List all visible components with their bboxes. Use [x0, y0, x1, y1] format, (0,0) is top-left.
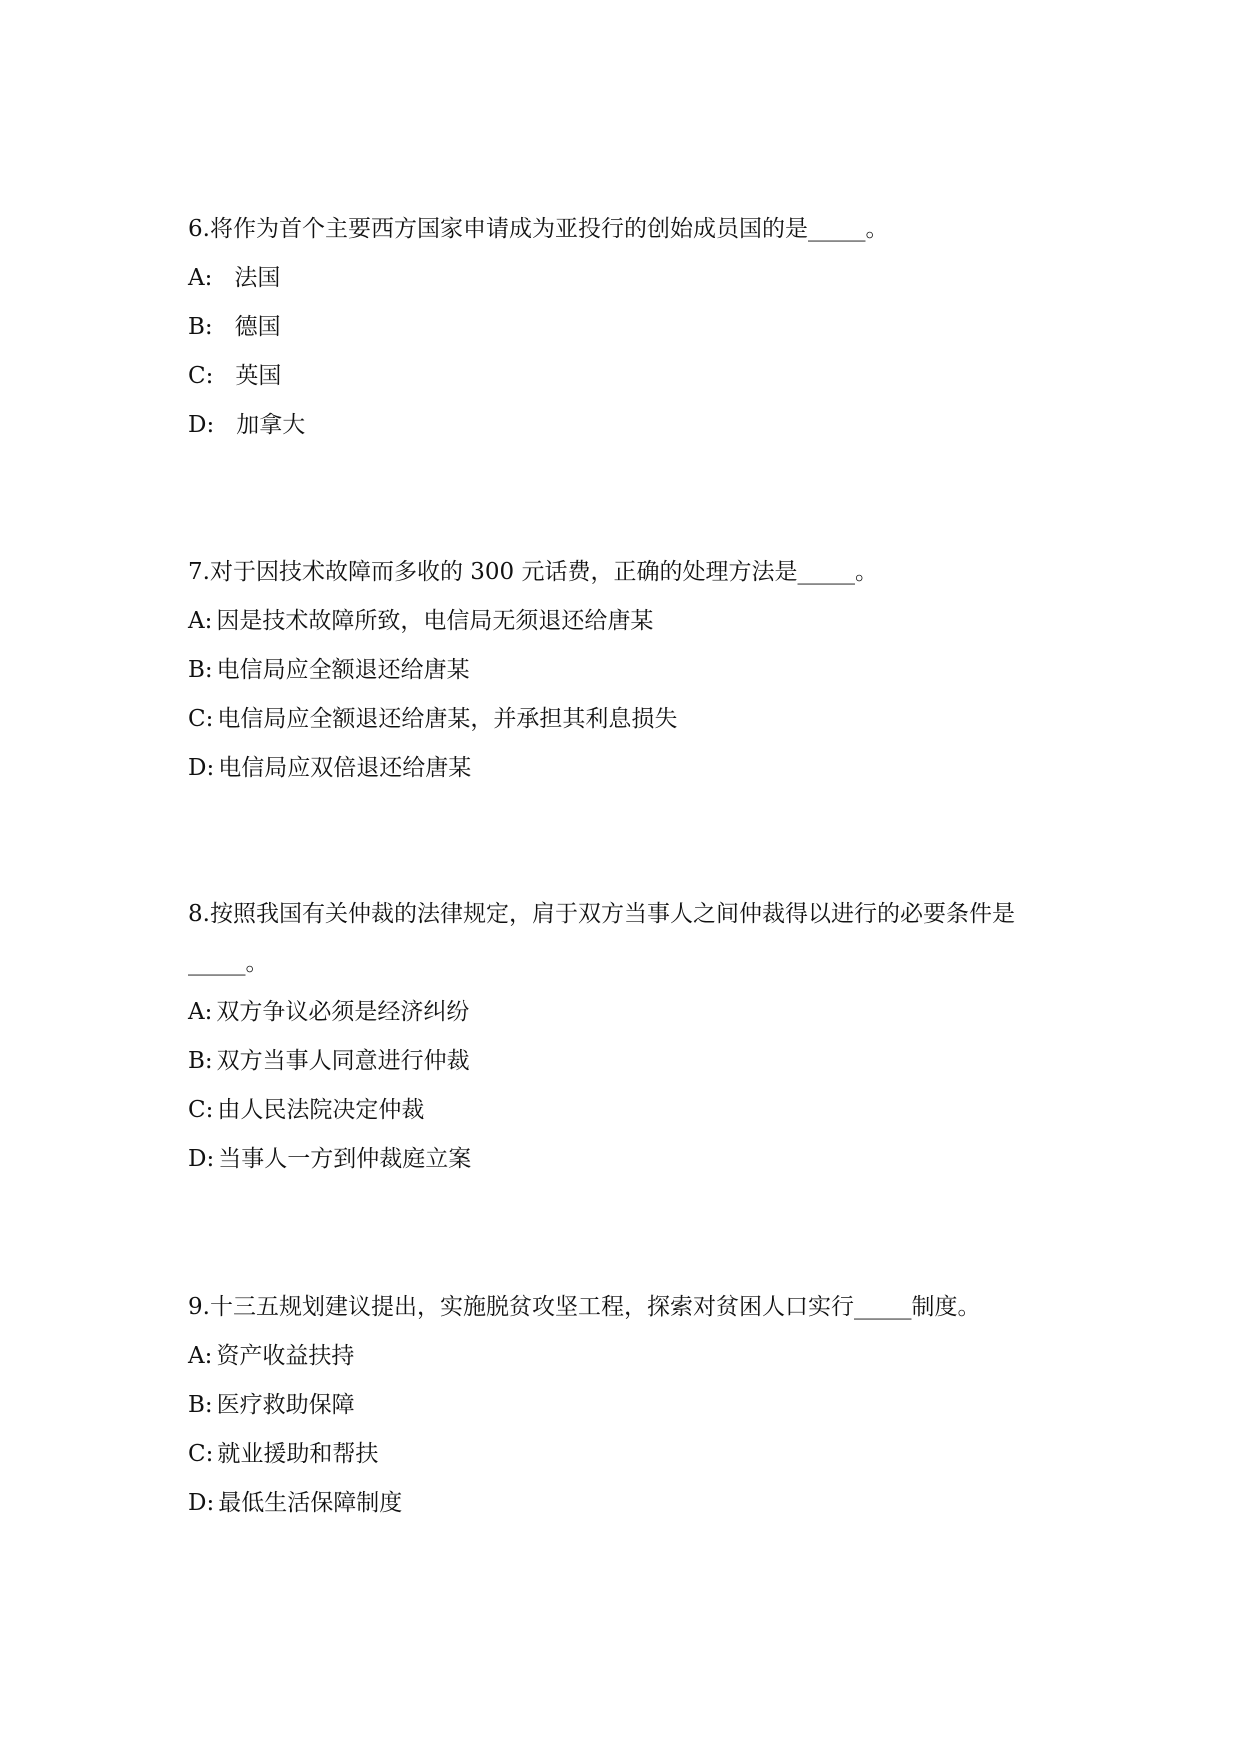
option-a — [188, 597, 1068, 646]
option-letter: B: — [188, 1392, 213, 1418]
question-stem — [188, 548, 1068, 597]
question-text: 将作为首个主要西方国家申请成为亚投行的创始成员国的是_____。 — [209, 216, 889, 242]
question-number: 6. — [188, 216, 210, 242]
question-stem — [188, 890, 1068, 988]
option-text: 双方当事人同意进行仲裁 — [216, 1048, 470, 1074]
option-d — [188, 744, 1068, 793]
option-letter: B: — [188, 1048, 213, 1074]
option-c — [188, 695, 1068, 744]
option-letter: A: — [188, 608, 213, 634]
option-a — [188, 1332, 1068, 1381]
option-text: 电信局应双倍退还给唐某 — [218, 755, 472, 781]
option-text: 当事人一方到仲裁庭立案 — [218, 1146, 472, 1172]
option-b — [188, 303, 1068, 352]
question-number: 8. — [188, 901, 210, 927]
option-a — [188, 988, 1068, 1037]
option-text: 加拿大 — [236, 412, 306, 438]
option-letter: D: — [188, 1490, 215, 1516]
question-6 — [188, 205, 1068, 450]
option-text: 由人民法院决定仲裁 — [217, 1097, 425, 1123]
option-letter: A: — [188, 1343, 213, 1369]
question-text: 对于因技术故障而多收的 300 元话费，正确的处理方法是_____。 — [209, 559, 878, 585]
option-text: 资产收益扶持 — [216, 1343, 355, 1369]
option-letter: A: — [188, 999, 213, 1025]
option-text: 就业援助和帮扶 — [217, 1441, 379, 1467]
option-d — [188, 1135, 1068, 1184]
question-7 — [188, 548, 1068, 793]
option-letter: C: — [188, 1441, 214, 1467]
option-b — [188, 1037, 1068, 1086]
option-b — [188, 1381, 1068, 1430]
option-text: 最低生活保障制度 — [218, 1490, 403, 1516]
option-letter: B: — [188, 657, 213, 683]
option-text: 法国 — [234, 265, 281, 291]
option-letter: C: — [188, 706, 214, 732]
option-letter: C: — [188, 1097, 214, 1123]
option-text: 双方争议必须是经济纠纷 — [216, 999, 470, 1025]
question-stem — [188, 205, 1068, 254]
option-text: 电信局应全额退还给唐某，并承担其利息损失 — [217, 706, 678, 732]
option-c — [188, 1430, 1068, 1479]
option-text: 德国 — [234, 314, 281, 340]
option-letter: D: — [188, 412, 215, 438]
question-9 — [188, 1283, 1068, 1528]
option-c — [188, 1086, 1068, 1135]
option-a — [188, 254, 1068, 303]
question-8 — [188, 890, 1068, 1184]
option-text: 医疗救助保障 — [216, 1392, 355, 1418]
option-b — [188, 646, 1068, 695]
question-number: 9. — [188, 1294, 210, 1320]
option-letter: D: — [188, 1146, 215, 1172]
option-text: 因是技术故障所致，电信局无须退还给唐某 — [216, 608, 654, 634]
option-d — [188, 1479, 1068, 1528]
option-c — [188, 352, 1068, 401]
option-letter: B: — [188, 314, 213, 340]
option-letter: C: — [188, 363, 214, 389]
option-text: 英国 — [235, 363, 282, 389]
question-stem — [188, 1283, 1068, 1332]
option-letter: D: — [188, 755, 215, 781]
option-d — [188, 401, 1068, 450]
option-text: 电信局应全额退还给唐某 — [216, 657, 470, 683]
question-text: 十三五规划建议提出，实施脱贫攻坚工程，探索对贫困人口实行_____制度。 — [209, 1294, 981, 1320]
question-number: 7. — [188, 559, 210, 585]
question-text: 按照我国有关仲裁的法律规定，肩于双方当事人之间仲裁得以进行的必要条件是_____。 — [188, 901, 1015, 976]
option-letter: A: — [188, 265, 213, 291]
